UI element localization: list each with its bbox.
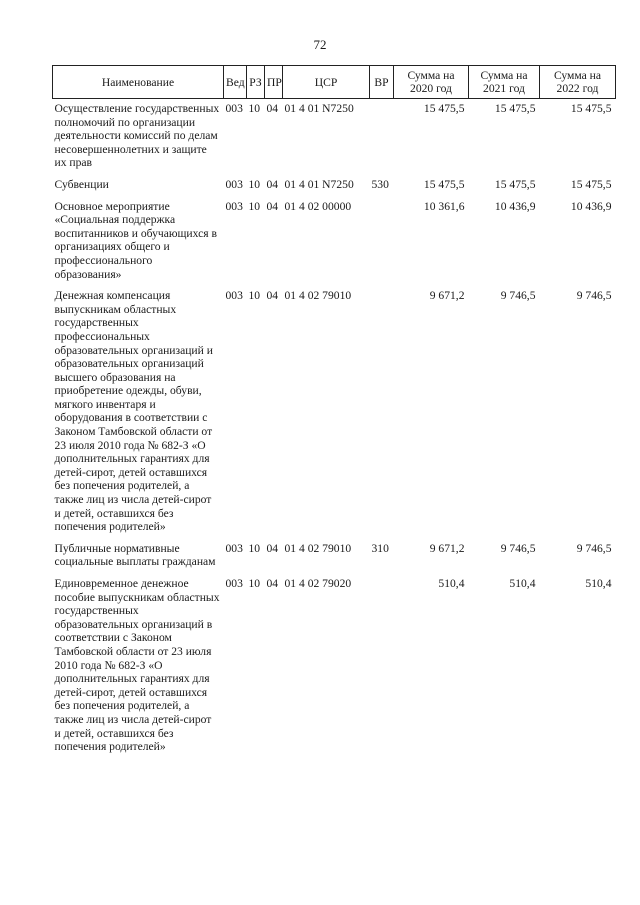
header-vr: ВР	[370, 66, 394, 99]
header-rz: РЗ	[247, 66, 265, 99]
row-csr: 01 4 01 N7250	[284, 102, 354, 115]
row-ved: 003	[225, 102, 243, 115]
row-pr: 04	[266, 102, 279, 115]
row-rz: 10	[248, 577, 261, 590]
row-sum-2021: 9 746,5	[500, 541, 536, 555]
row-name: Денежная компенсация выпускникам областных государственных профессиональных образовательных организаций и образовательных организаций высшего образования на приобретение одежды, обуви, мягкого инвентаря и оборудования в соответствии с Законом Тамбовской области от 23 июля 2010 года № 682-З «О дополнительных гарантиях для детей-сирот, детей оставшихся без попечения родителей, а также лиц из числа детей-сирот и детей, оставшихся без попечения родителей»	[54, 289, 213, 534]
budget-table	[52, 65, 616, 759]
row-ved: 003	[225, 577, 243, 590]
row-ved: 003	[225, 541, 243, 555]
row-sum-2022: 9 746,5	[576, 541, 612, 555]
row-rz: 10	[248, 177, 261, 191]
table-row	[53, 175, 616, 197]
row-vr: 310	[371, 541, 389, 555]
row-sum-2022: 9 746,5	[576, 289, 612, 303]
header-sum-2020: Сумма на 2020 год	[394, 66, 469, 99]
row-sum-2021: 9 746,5	[500, 289, 536, 303]
row-rz: 10	[248, 199, 261, 213]
row-csr: 01 4 02 00000	[284, 199, 352, 213]
row-vr	[370, 197, 394, 287]
row-pr: 04	[266, 177, 279, 191]
row-csr: 01 4 02 79010	[284, 289, 352, 303]
row-pr: 04	[266, 199, 279, 213]
row-ved: 003	[225, 289, 243, 303]
header-name: Наименование	[53, 66, 224, 99]
row-sum-2021: 10 436,9	[494, 199, 536, 213]
page-number: 72	[313, 37, 327, 52]
row-name: Субвенции	[54, 177, 109, 191]
header-pr: ПР	[265, 66, 283, 99]
table-row	[53, 539, 616, 574]
header-sum-2022: Сумма на 2022 год	[540, 66, 616, 99]
table-row	[53, 574, 616, 759]
row-name: Публичные нормативные социальные выплаты гражданам	[54, 541, 216, 569]
row-sum-2020: 510,4	[438, 577, 465, 590]
row-pr: 04	[266, 541, 279, 555]
table-row	[53, 99, 616, 175]
row-sum-2021: 510,4	[509, 577, 536, 590]
row-sum-2020: 10 361,6	[423, 199, 465, 213]
row-rz: 10	[248, 289, 261, 303]
row-csr: 01 4 01 N7250	[284, 177, 354, 191]
row-sum-2022: 15 475,5	[570, 102, 612, 115]
row-name: Осуществление государственных полномочий по организации деятельности комиссий по делам несовершеннолетних и защите их прав	[54, 102, 220, 170]
row-name: Основное мероприятие «Социальная поддержка воспитанников и обучающихся в организациях общего и профессионального образования»	[54, 199, 217, 281]
header-ved: Вед	[224, 66, 247, 99]
row-sum-2022: 15 475,5	[570, 177, 612, 191]
header-sum-2021: Сумма на 2021 год	[469, 66, 540, 99]
row-sum-2020: 9 671,2	[429, 289, 465, 303]
row-vr	[370, 99, 394, 175]
row-pr: 04	[266, 289, 279, 303]
row-sum-2020: 9 671,2	[429, 541, 465, 555]
row-csr: 01 4 02 79010	[284, 541, 352, 555]
row-vr	[370, 286, 394, 539]
row-sum-2021: 15 475,5	[494, 102, 536, 115]
row-vr	[370, 574, 394, 759]
row-pr: 04	[266, 577, 279, 590]
row-sum-2021: 15 475,5	[494, 177, 536, 191]
row-ved: 003	[225, 177, 243, 191]
row-sum-2020: 15 475,5	[423, 177, 465, 191]
table-row	[53, 286, 616, 539]
row-name: Единовременное денежное пособие выпускникам областных государственных образовательных организаций в соответствии с Законом Тамбовской области от 23 июля 2010 года № 682-З «О дополнительных гарантиях для детей-сирот, детей оставшихся без попечения родителей, а также лиц из числа детей-сирот и детей, оставшихся без попечения родителей»	[54, 577, 220, 754]
row-rz: 10	[248, 541, 261, 555]
row-sum-2022: 10 436,9	[570, 199, 612, 213]
row-ved: 003	[225, 199, 243, 213]
header-csr: ЦСР	[283, 66, 370, 99]
table-row	[53, 197, 616, 287]
row-sum-2022: 510,4	[585, 577, 612, 590]
table-header-row	[53, 66, 616, 99]
row-rz: 10	[248, 102, 261, 115]
row-sum-2020: 15 475,5	[423, 102, 465, 115]
row-vr: 530	[371, 177, 389, 191]
row-csr: 01 4 02 79020	[284, 577, 352, 590]
